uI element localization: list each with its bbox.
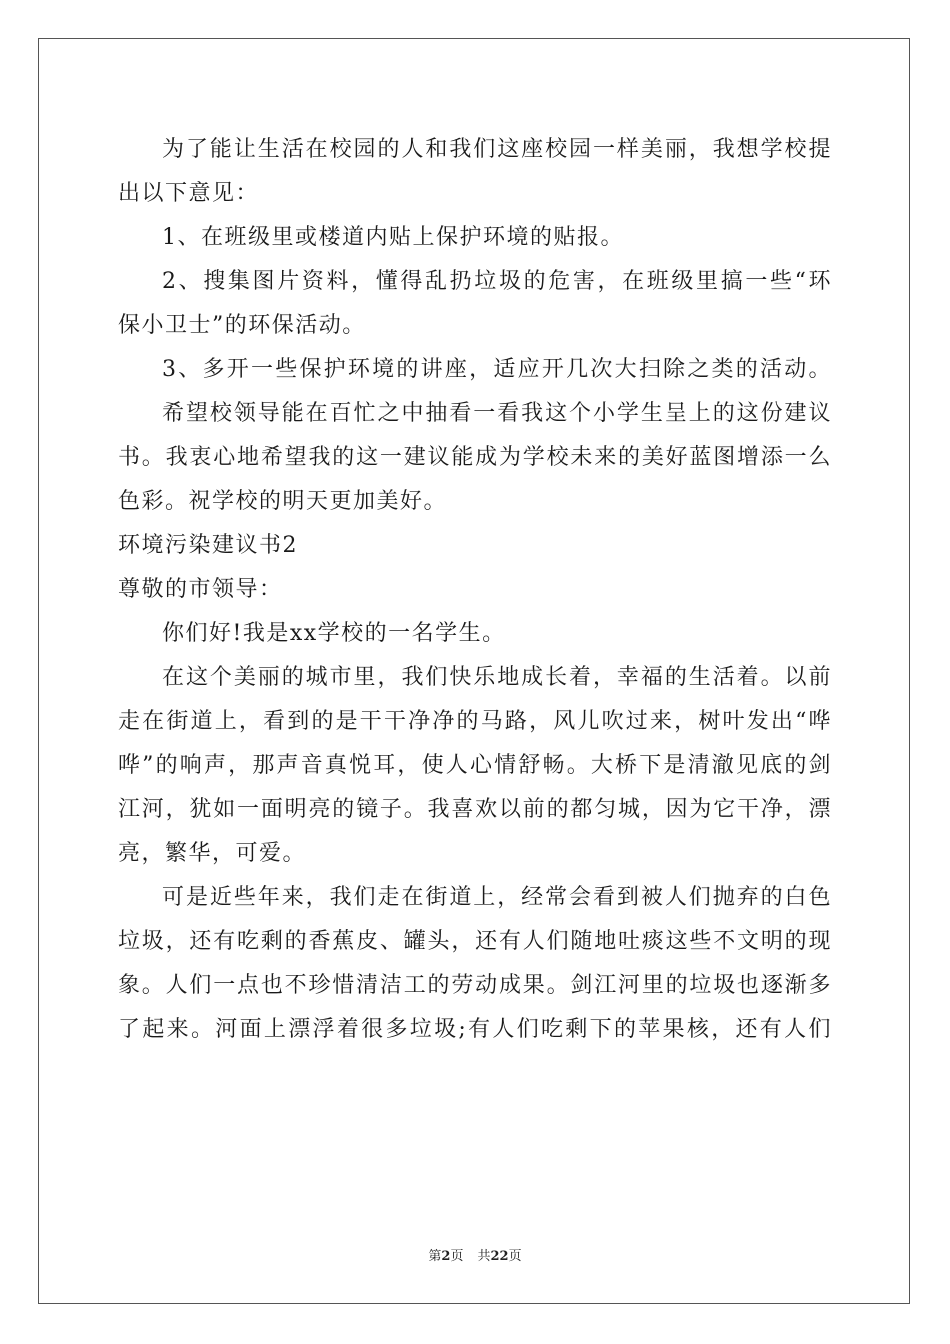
page-number: 2 [441, 1249, 451, 1264]
text-line: 你们好!我是xx学校的一名学生。 [162, 621, 506, 646]
text-line: 出以下意见： [118, 181, 260, 206]
text-line: 色彩。祝学校的明天更加美好。 [118, 489, 448, 514]
text-line: 书。我衷心地希望我的这一建议能成为学校未来的美好蓝图增添一么 [118, 445, 832, 470]
text-line: 环境污染建议书2 [118, 533, 298, 558]
text-line: 保小卫士”的环保活动。 [118, 313, 366, 338]
total-prefix: 共 [477, 1249, 491, 1264]
text-line: 希望校领导能在百忙之中抽看一看我这个小学生呈上的这份建议 [162, 401, 832, 426]
text-line: 3、多开一些保护环境的讲座，适应开几次大扫除之类的活动。 [162, 357, 832, 382]
text-line: 哗”的响声，那声音真悦耳，使人心情舒畅。大桥下是清澈见底的剑 [118, 753, 832, 778]
text-line: 走在街道上，看到的是干干净净的马路，风儿吹过来，树叶发出“哗 [118, 709, 832, 734]
page-suffix: 页 [450, 1249, 464, 1264]
total-pages: 22 [490, 1249, 509, 1264]
text-line: 了起来。河面上漂浮着很多垃圾;有人们吃剩下的苹果核，还有人们 [118, 1017, 832, 1042]
text-line: 1、在班级里或楼道内贴上保护环境的贴报。 [162, 225, 624, 250]
text-line: 象。人们一点也不珍惜清洁工的劳动成果。剑江河里的垃圾也逐渐多 [118, 973, 832, 998]
text-line: 为了能让生活在校园的人和我们这座校园一样美丽，我想学校提 [162, 137, 832, 162]
text-line: 可是近些年来，我们走在街道上，经常会看到被人们抛弃的白色 [162, 885, 832, 910]
text-line: 在这个美丽的城市里，我们快乐地成长着，幸福的生活着。以前 [162, 665, 832, 690]
document-body [118, 128, 832, 1052]
text-line: 垃圾，还有吃剩的香蕉皮、罐头，还有人们随地吐痰这些不文明的现 [118, 929, 832, 954]
text-line: 尊敬的市领导： [118, 577, 283, 602]
page-prefix: 第 [428, 1249, 442, 1264]
page-footer [0, 1245, 950, 1264]
text-line: 江河，犹如一面明亮的镜子。我喜欢以前的都匀城，因为它干净，漂 [118, 797, 832, 822]
text-line: 亮，繁华，可爱。 [118, 841, 307, 866]
total-suffix: 页 [508, 1249, 522, 1264]
text-line: 2、搜集图片资料，懂得乱扔垃圾的危害，在班级里搞一些“环 [162, 269, 832, 294]
